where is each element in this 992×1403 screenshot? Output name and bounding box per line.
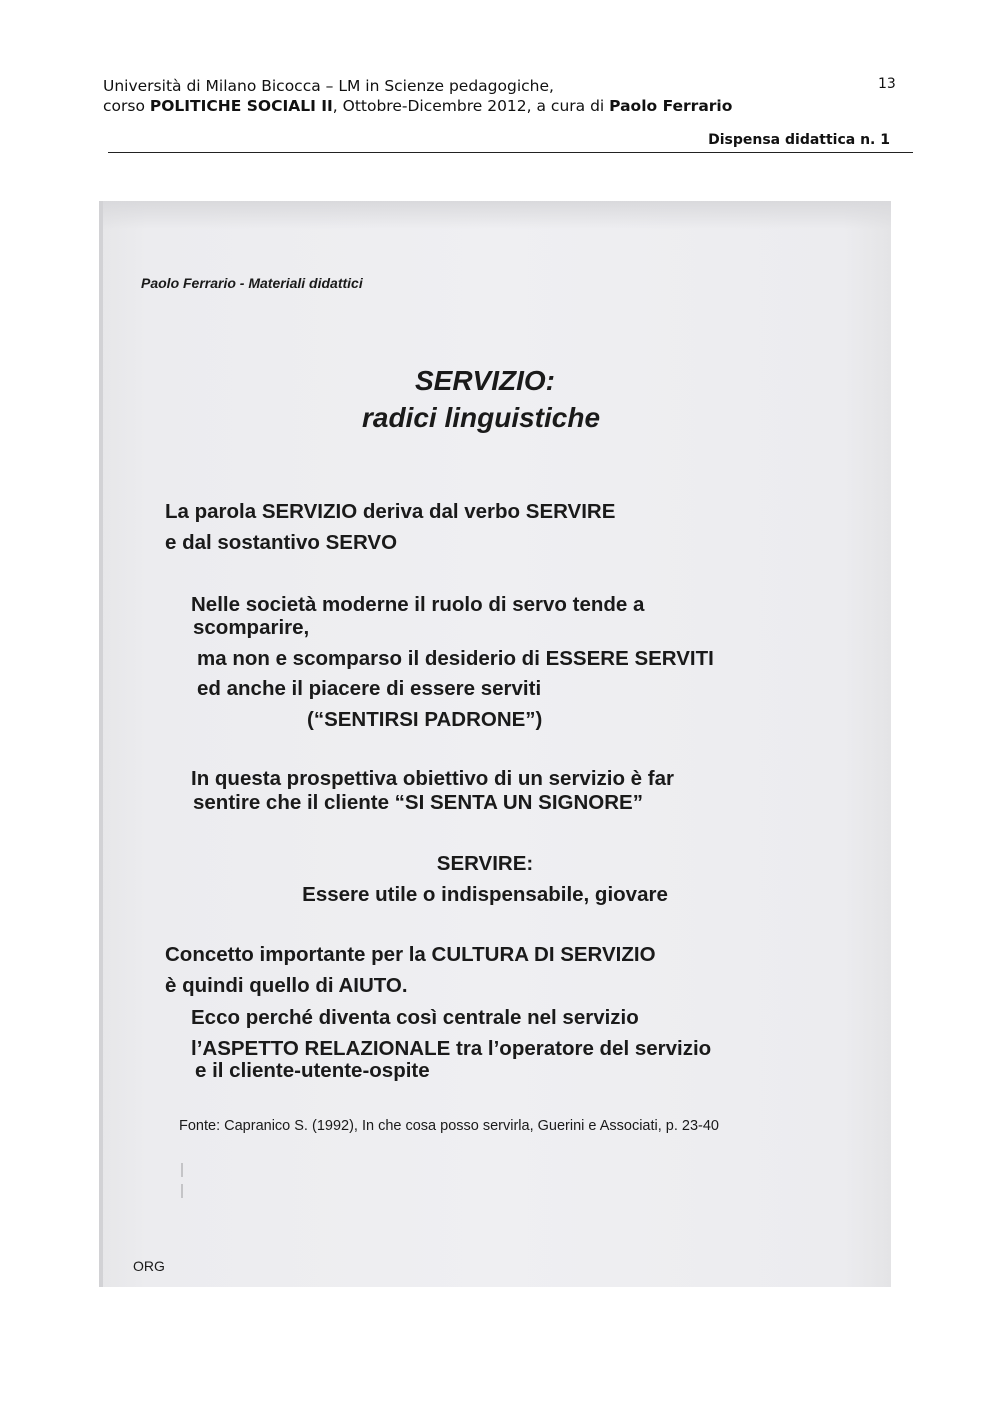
slide-subtitle: radici linguistiche	[361, 402, 601, 433]
page-number: 13	[878, 76, 896, 92]
slide-title: SERVIZIO:	[414, 365, 555, 396]
header-line-1: Università di Milano Bicocca – LM in Scienze pedagogiche,	[103, 77, 554, 95]
p3-line-2: sentire che il cliente “SI SENTA UN SIGNORE”	[193, 791, 643, 814]
definition-title: SERVIRE:	[436, 852, 534, 875]
p2-line-3: ma non e scomparso il desiderio di ESSERE SERVITI	[197, 647, 714, 670]
slide-author-line: Paolo Ferrario - Materiali didattici	[141, 275, 363, 291]
definition-text: Essere utile o indispensabile, giovare	[302, 883, 668, 906]
p4-line-1: Concetto importante per la CULTURA DI SERVIZIO	[165, 943, 656, 966]
p2-line-2: scomparire,	[193, 616, 310, 639]
p2-line-1: Nelle società moderne il ruolo di servo tende a	[191, 593, 645, 616]
scan-mark	[181, 1184, 183, 1198]
header-course-prefix: corso	[103, 97, 150, 115]
p1-line-2: e dal sostantivo SERVO	[165, 531, 398, 554]
header-course-dates: , Ottobre-Dicembre 2012, a cura di	[332, 97, 610, 115]
p3-line-1: In questa prospettiva obiettivo di un servizio è far	[191, 767, 674, 790]
p4-line-2: è quindi quello di AIUTO.	[165, 974, 408, 997]
document-header	[103, 76, 803, 116]
p2-line-5: (“SENTIRSI PADRONE”)	[307, 708, 543, 731]
dispensa-label: Dispensa didattica n. 1	[708, 132, 890, 148]
header-course-name: POLITICHE SOCIALI II	[149, 97, 333, 115]
scan-top-shadow	[99, 201, 891, 229]
header-line-2	[103, 96, 803, 116]
scanned-slide	[99, 201, 891, 1287]
scan-mark	[181, 1163, 183, 1177]
header-author: Paolo Ferrario	[609, 97, 733, 115]
p4-line-4: l’ASPETTO RELAZIONALE tra l’operatore del servizio	[191, 1037, 712, 1060]
scan-left-edge	[99, 201, 103, 1287]
p1-line-1: La parola SERVIZIO deriva dal verbo SERVIRE	[165, 500, 616, 523]
source-citation: Fonte: Capranico S. (1992), In che cosa posso servirla, Guerini e Associati, p. 23-40	[179, 1118, 719, 1134]
p4-line-3: Ecco perché diventa così centrale nel servizio	[191, 1006, 639, 1029]
footer-code: ORG	[133, 1258, 165, 1274]
p4-line-5: e il cliente-utente-ospite	[195, 1059, 430, 1082]
p2-line-4: ed anche il piacere di essere serviti	[197, 677, 542, 700]
header-rule	[108, 152, 913, 153]
